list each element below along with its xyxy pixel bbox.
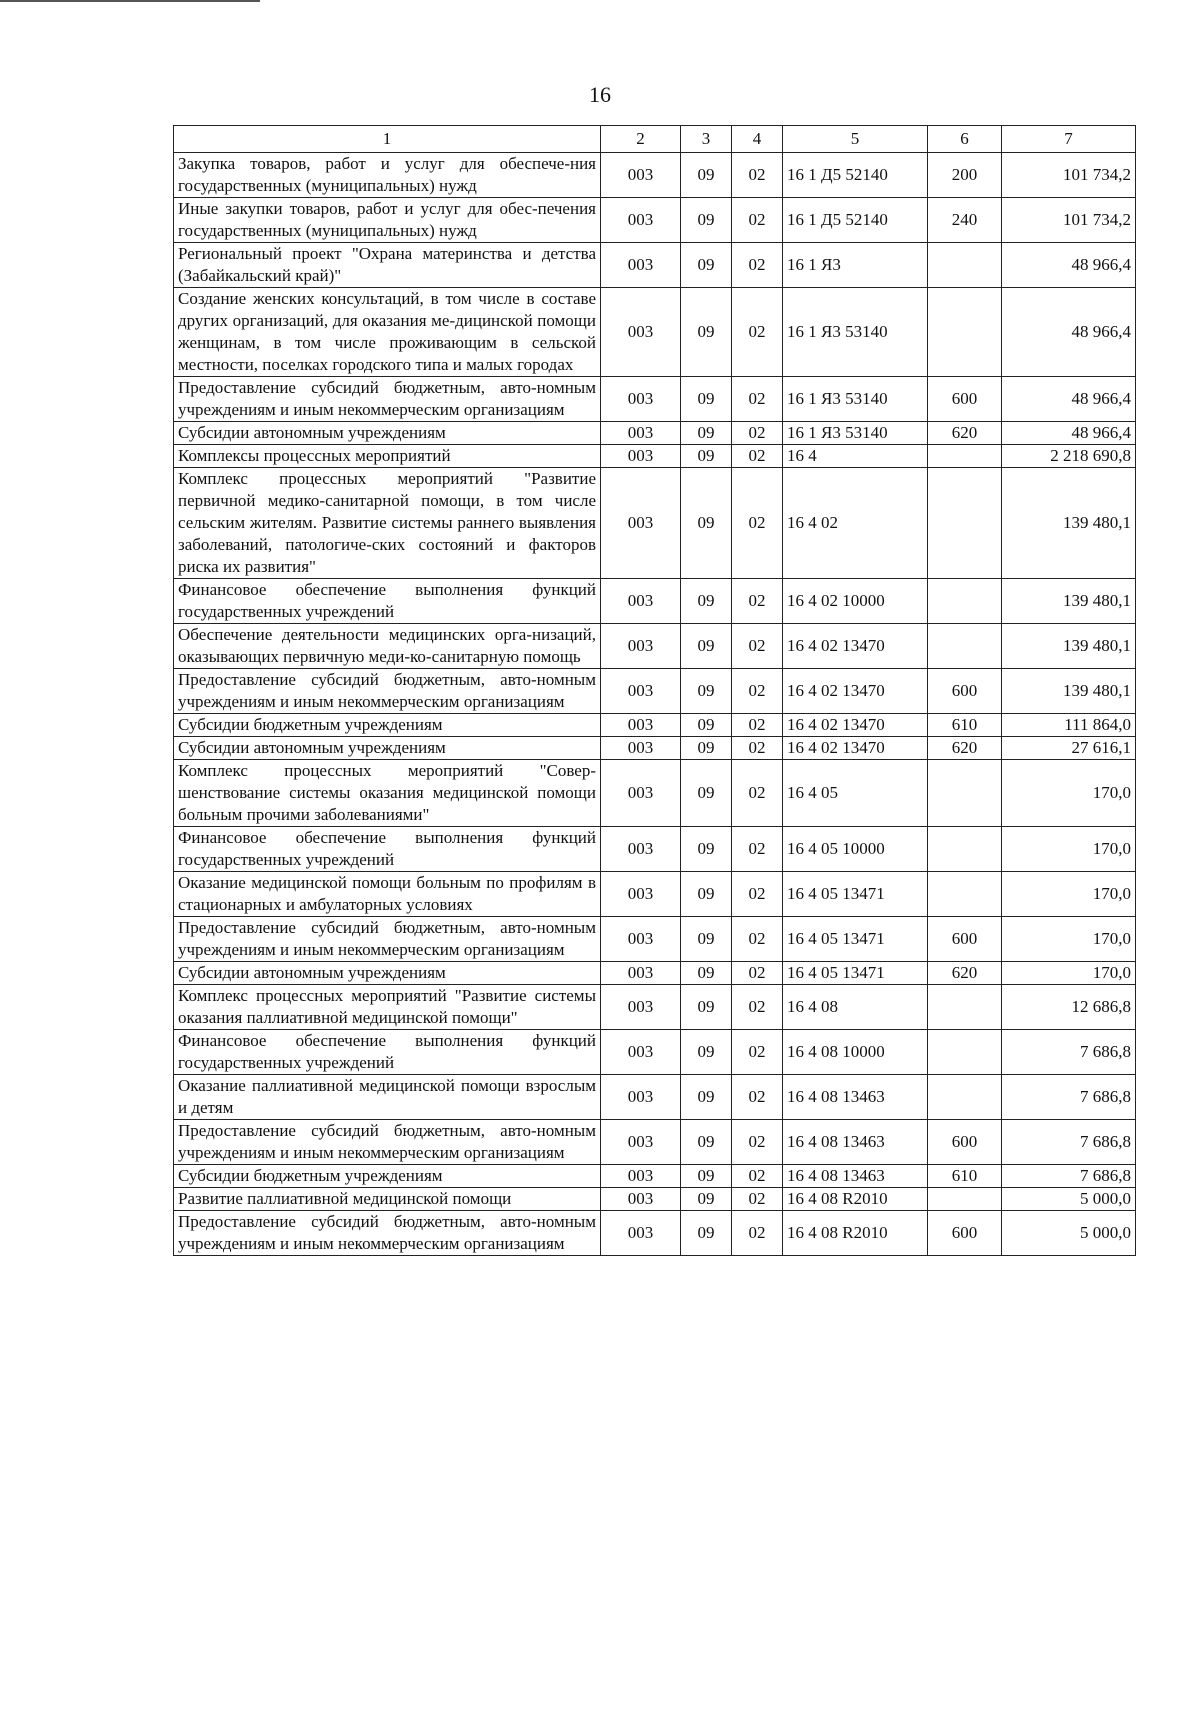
subsection-cell: 02 [732,760,783,827]
row-name-cell: Предоставление субсидий бюджетным, авто-номным учреждениям и иным некоммерческим организациям [174,1120,601,1165]
ministry-code-cell: 003 [601,1211,681,1256]
table-row [174,669,1136,714]
row-name-cell: Предоставление субсидий бюджетным, авто-номным учреждениям и иным некоммерческим организациям [174,1211,601,1256]
subsection-cell: 02 [732,714,783,737]
subsection-cell: 02 [732,827,783,872]
subsection-cell: 02 [732,1075,783,1120]
amount-cell: 170,0 [1002,962,1136,985]
table-row [174,827,1136,872]
target-article-cell: 16 4 08 [783,985,928,1030]
ministry-code-cell: 003 [601,669,681,714]
budget-table [173,125,1136,1256]
subsection-cell: 02 [732,1188,783,1211]
amount-cell: 7 686,8 [1002,1075,1136,1120]
section-cell: 09 [681,377,732,422]
amount-cell: 7 686,8 [1002,1165,1136,1188]
subsection-cell: 02 [732,737,783,760]
target-article-cell: 16 4 05 13471 [783,917,928,962]
table-row [174,737,1136,760]
target-article-cell: 16 4 08 R2010 [783,1188,928,1211]
row-name-cell: Закупка товаров, работ и услуг для обеспече-ния государственных (муниципальных) нужд [174,153,601,198]
expense-type-cell [928,827,1002,872]
target-article-cell: 16 4 02 13470 [783,624,928,669]
expense-type-cell: 600 [928,669,1002,714]
header-cell: 4 [732,126,783,153]
expense-type-cell: 610 [928,714,1002,737]
ministry-code-cell: 003 [601,468,681,579]
amount-cell: 2 218 690,8 [1002,445,1136,468]
target-article-cell: 16 4 02 [783,468,928,579]
expense-type-cell [928,288,1002,377]
table-row [174,422,1136,445]
subsection-cell: 02 [732,445,783,468]
section-cell: 09 [681,985,732,1030]
header-cell: 6 [928,126,1002,153]
subsection-cell: 02 [732,422,783,445]
table-row [174,1075,1136,1120]
ministry-code-cell: 003 [601,760,681,827]
ministry-code-cell: 003 [601,624,681,669]
table-row [174,1165,1136,1188]
row-name-cell: Развитие паллиативной медицинской помощи [174,1188,601,1211]
amount-cell: 139 480,1 [1002,579,1136,624]
row-name-cell: Финансовое обеспечение выполнения функций государственных учреждений [174,579,601,624]
section-cell: 09 [681,153,732,198]
row-name-cell: Обеспечение деятельности медицинских орга-низаций, оказывающих первичную меди-ко-санитарную помощь [174,624,601,669]
amount-cell: 170,0 [1002,917,1136,962]
amount-cell: 170,0 [1002,827,1136,872]
ministry-code-cell: 003 [601,1120,681,1165]
section-cell: 09 [681,962,732,985]
table-row [174,288,1136,377]
target-article-cell: 16 4 08 10000 [783,1030,928,1075]
subsection-cell: 02 [732,1211,783,1256]
subsection-cell: 02 [732,1120,783,1165]
row-name-cell: Субсидии автономным учреждениям [174,962,601,985]
amount-cell: 111 864,0 [1002,714,1136,737]
expense-type-cell [928,1188,1002,1211]
row-name-cell: Оказание паллиативной медицинской помощи взрослым и детям [174,1075,601,1120]
table-row [174,1120,1136,1165]
section-cell: 09 [681,579,732,624]
row-name-cell: Комплекс процессных мероприятий "Развитие системы оказания паллиативной медицинской помощи" [174,985,601,1030]
subsection-cell: 02 [732,872,783,917]
table-row [174,1211,1136,1256]
section-cell: 09 [681,198,732,243]
expense-type-cell: 200 [928,153,1002,198]
subsection-cell: 02 [732,243,783,288]
target-article-cell: 16 4 08 13463 [783,1075,928,1120]
section-cell: 09 [681,1165,732,1188]
table-row [174,985,1136,1030]
ministry-code-cell: 003 [601,198,681,243]
table-row [174,917,1136,962]
target-article-cell: 16 1 Я3 53140 [783,422,928,445]
ministry-code-cell: 003 [601,1188,681,1211]
section-cell: 09 [681,737,732,760]
expense-type-cell: 240 [928,198,1002,243]
header-cell: 2 [601,126,681,153]
row-name-cell: Предоставление субсидий бюджетным, авто-номным учреждениям и иным некоммерческим организациям [174,669,601,714]
amount-cell: 48 966,4 [1002,243,1136,288]
row-name-cell: Субсидии бюджетным учреждениям [174,1165,601,1188]
expense-type-cell [928,579,1002,624]
section-cell: 09 [681,624,732,669]
subsection-cell: 02 [732,985,783,1030]
amount-cell: 5 000,0 [1002,1188,1136,1211]
expense-type-cell [928,760,1002,827]
section-cell: 09 [681,669,732,714]
target-article-cell: 16 1 Д5 52140 [783,198,928,243]
section-cell: 09 [681,1211,732,1256]
expense-type-cell [928,1075,1002,1120]
amount-cell: 139 480,1 [1002,624,1136,669]
header-row [174,126,1136,153]
expense-type-cell [928,985,1002,1030]
amount-cell: 101 734,2 [1002,198,1136,243]
ministry-code-cell: 003 [601,288,681,377]
amount-cell: 48 966,4 [1002,422,1136,445]
header-cell: 3 [681,126,732,153]
row-name-cell: Финансовое обеспечение выполнения функций государственных учреждений [174,1030,601,1075]
section-cell: 09 [681,422,732,445]
target-article-cell: 16 4 02 13470 [783,669,928,714]
ministry-code-cell: 003 [601,579,681,624]
target-article-cell: 16 4 05 10000 [783,827,928,872]
subsection-cell: 02 [732,579,783,624]
subsection-cell: 02 [732,377,783,422]
header-cell: 5 [783,126,928,153]
table-row [174,872,1136,917]
table-row [174,468,1136,579]
expense-type-cell: 600 [928,1120,1002,1165]
ministry-code-cell: 003 [601,827,681,872]
scan-edge-mark [0,0,260,2]
amount-cell: 170,0 [1002,872,1136,917]
target-article-cell: 16 4 05 13471 [783,872,928,917]
row-name-cell: Комплексы процессных мероприятий [174,445,601,468]
subsection-cell: 02 [732,198,783,243]
expense-type-cell [928,468,1002,579]
table-row [174,760,1136,827]
subsection-cell: 02 [732,624,783,669]
target-article-cell: 16 1 Я3 53140 [783,377,928,422]
amount-cell: 27 616,1 [1002,737,1136,760]
target-article-cell: 16 4 [783,445,928,468]
section-cell: 09 [681,468,732,579]
section-cell: 09 [681,872,732,917]
table-row [174,1188,1136,1211]
ministry-code-cell: 003 [601,445,681,468]
subsection-cell: 02 [732,917,783,962]
table-row [174,153,1136,198]
expense-type-cell [928,445,1002,468]
target-article-cell: 16 4 05 [783,760,928,827]
section-cell: 09 [681,243,732,288]
target-article-cell: 16 4 08 13463 [783,1165,928,1188]
expense-type-cell: 600 [928,1211,1002,1256]
amount-cell: 139 480,1 [1002,468,1136,579]
section-cell: 09 [681,1030,732,1075]
target-article-cell: 16 1 Я3 53140 [783,288,928,377]
expense-type-cell: 600 [928,917,1002,962]
ministry-code-cell: 003 [601,985,681,1030]
row-name-cell: Финансовое обеспечение выполнения функций государственных учреждений [174,827,601,872]
ministry-code-cell: 003 [601,1165,681,1188]
row-name-cell: Предоставление субсидий бюджетным, авто-номным учреждениям и иным некоммерческим организациям [174,377,601,422]
table-row [174,445,1136,468]
amount-cell: 48 966,4 [1002,377,1136,422]
expense-type-cell [928,624,1002,669]
expense-type-cell [928,872,1002,917]
table-row [174,377,1136,422]
amount-cell: 139 480,1 [1002,669,1136,714]
row-name-cell: Создание женских консультаций, в том числе в составе других организаций, для оказания ме-дицинской помощи женщинам, в том числе проживающим в сельской местности, поселках городского типа и малых городах [174,288,601,377]
expense-type-cell: 620 [928,962,1002,985]
subsection-cell: 02 [732,153,783,198]
amount-cell: 5 000,0 [1002,1211,1136,1256]
section-cell: 09 [681,1120,732,1165]
target-article-cell: 16 4 02 13470 [783,737,928,760]
table-row [174,198,1136,243]
page-number: 16 [589,82,611,107]
row-name-cell: Предоставление субсидий бюджетным, авто-номным учреждениям и иным некоммерческим организациям [174,917,601,962]
subsection-cell: 02 [732,1165,783,1188]
row-name-cell: Комплекс процессных мероприятий "Развитие первичной медико-санитарной помощи, в том числе сельским жителям. Развитие системы раннего выявления заболеваний, патологиче-ских состояний и факторов риска их развития" [174,468,601,579]
section-cell: 09 [681,714,732,737]
row-name-cell: Комплекс процессных мероприятий "Совер-шенствование системы оказания медицинской помощи больным прочими заболеваниями" [174,760,601,827]
row-name-cell: Субсидии бюджетным учреждениям [174,714,601,737]
subsection-cell: 02 [732,962,783,985]
section-cell: 09 [681,445,732,468]
row-name-cell: Субсидии автономным учреждениям [174,422,601,445]
ministry-code-cell: 003 [601,872,681,917]
expense-type-cell [928,1030,1002,1075]
ministry-code-cell: 003 [601,153,681,198]
section-cell: 09 [681,1188,732,1211]
target-article-cell: 16 1 Я3 [783,243,928,288]
subsection-cell: 02 [732,1030,783,1075]
amount-cell: 7 686,8 [1002,1120,1136,1165]
header-cell: 7 [1002,126,1136,153]
target-article-cell: 16 4 08 13463 [783,1120,928,1165]
section-cell: 09 [681,827,732,872]
table-row [174,1030,1136,1075]
expense-type-cell: 620 [928,422,1002,445]
table-row [174,579,1136,624]
table-row [174,714,1136,737]
header-cell: 1 [174,126,601,153]
table-row [174,962,1136,985]
amount-cell: 101 734,2 [1002,153,1136,198]
subsection-cell: 02 [732,669,783,714]
ministry-code-cell: 003 [601,1030,681,1075]
section-cell: 09 [681,917,732,962]
amount-cell: 12 686,8 [1002,985,1136,1030]
ministry-code-cell: 003 [601,962,681,985]
section-cell: 09 [681,1075,732,1120]
ministry-code-cell: 003 [601,243,681,288]
ministry-code-cell: 003 [601,917,681,962]
target-article-cell: 16 4 05 13471 [783,962,928,985]
ministry-code-cell: 003 [601,737,681,760]
row-name-cell: Субсидии автономным учреждениям [174,737,601,760]
expense-type-cell [928,243,1002,288]
target-article-cell: 16 1 Д5 52140 [783,153,928,198]
expense-type-cell: 620 [928,737,1002,760]
target-article-cell: 16 4 08 R2010 [783,1211,928,1256]
row-name-cell: Иные закупки товаров, работ и услуг для обес-печения государственных (муниципальных) нужд [174,198,601,243]
section-cell: 09 [681,760,732,827]
ministry-code-cell: 003 [601,714,681,737]
section-cell: 09 [681,288,732,377]
subsection-cell: 02 [732,288,783,377]
expense-type-cell: 610 [928,1165,1002,1188]
subsection-cell: 02 [732,468,783,579]
row-name-cell: Оказание медицинской помощи больным по профилям в стационарных и амбулаторных условиях [174,872,601,917]
target-article-cell: 16 4 02 13470 [783,714,928,737]
ministry-code-cell: 003 [601,377,681,422]
ministry-code-cell: 003 [601,422,681,445]
expense-type-cell: 600 [928,377,1002,422]
row-name-cell: Региональный проект "Охрана материнства и детства (Забайкальский край)" [174,243,601,288]
amount-cell: 7 686,8 [1002,1030,1136,1075]
ministry-code-cell: 003 [601,1075,681,1120]
target-article-cell: 16 4 02 10000 [783,579,928,624]
amount-cell: 170,0 [1002,760,1136,827]
amount-cell: 48 966,4 [1002,288,1136,377]
table-row [174,624,1136,669]
table-row [174,243,1136,288]
